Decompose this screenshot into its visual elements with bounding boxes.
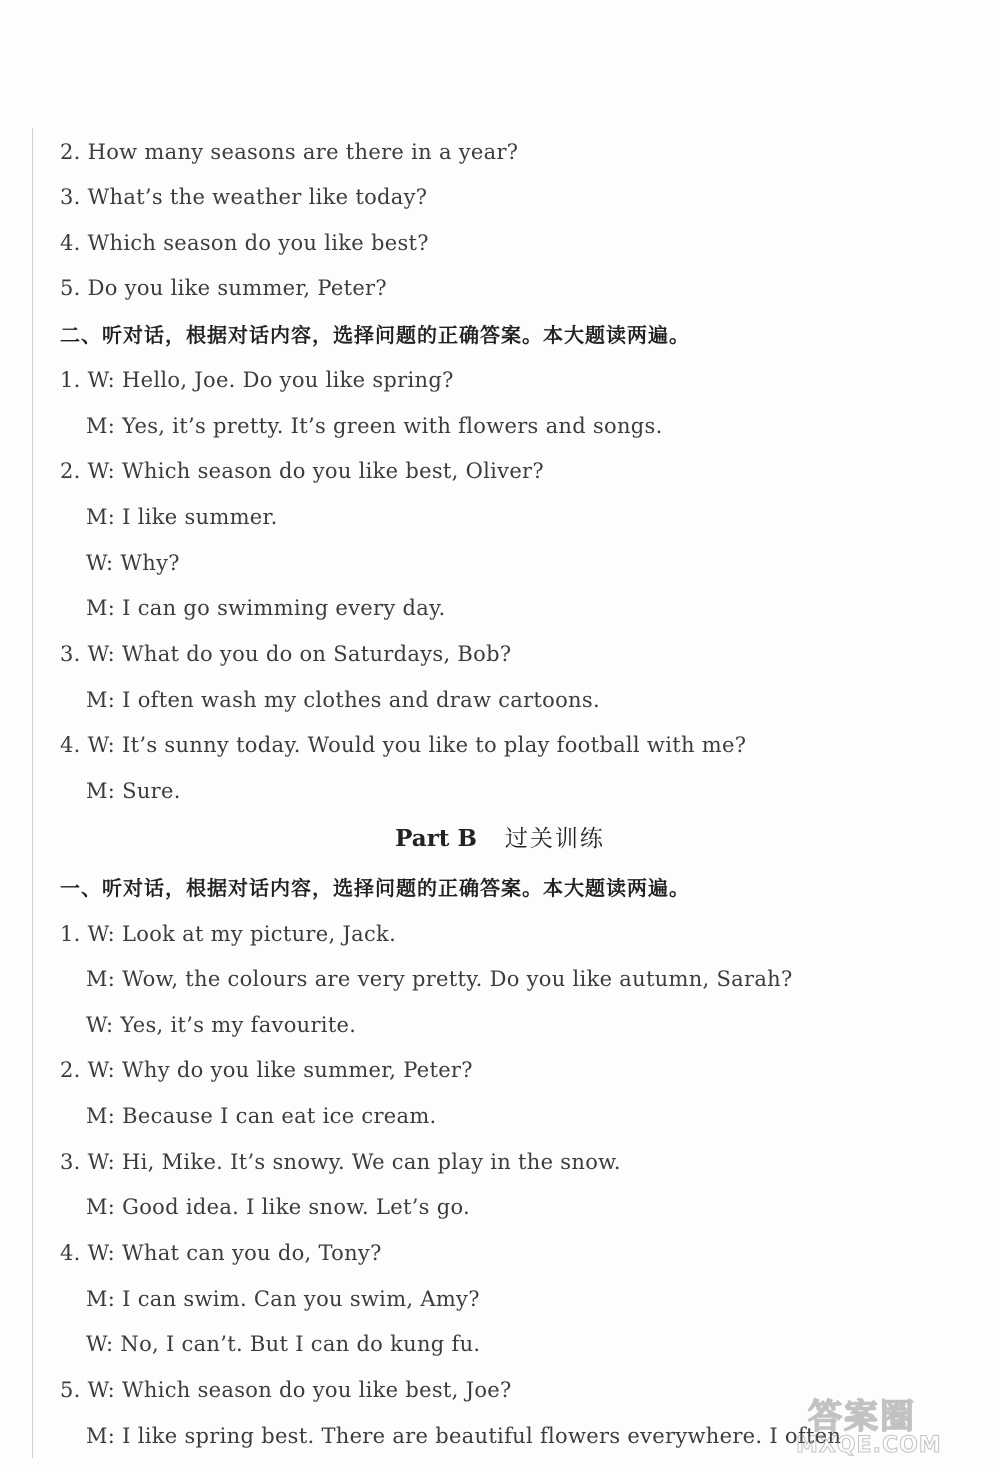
dialogue-line: 1. W: Look at my picture, Jack.	[60, 922, 397, 946]
watermark-bottom-text: MXQE.COM	[796, 1433, 942, 1458]
part-title-en: Part B	[395, 825, 477, 852]
dialogue-line: 2. W: Why do you like summer, Peter?	[60, 1058, 473, 1082]
dialogue-line: 3. W: Hi, Mike. It’s snowy. We can play in the snow.	[60, 1150, 621, 1174]
dialogue-line: M: I like summer.	[86, 505, 278, 529]
dialogue-line: M: I can go swimming every day.	[86, 596, 446, 620]
margin-rule	[32, 128, 33, 1458]
watermark-top-text: 答案圈	[808, 1397, 916, 1437]
part-title-zh: 过关训练	[504, 826, 605, 852]
dialogue-line: M: Good idea. I like snow. Let’s go.	[86, 1195, 471, 1219]
dialogue-line: 4. W: What can you do, Tony?	[60, 1241, 382, 1265]
dialogue-line: M: I like spring best. There are beautiful flowers everywhere. I often	[86, 1424, 842, 1448]
question-line: 4. Which season do you like best?	[60, 231, 429, 255]
dialogue-line: M: Because I can eat ice cream.	[86, 1104, 437, 1128]
part-title	[0, 824, 1000, 854]
question-line: 2. How many seasons are there in a year?	[60, 140, 519, 164]
dialogue-line: W: Yes, it’s my favourite.	[86, 1013, 357, 1037]
dialogue-line: W: Why?	[86, 551, 180, 575]
dialogue-line: 2. W: Which season do you like best, Oliver?	[60, 459, 544, 483]
watermark-logo	[794, 1389, 994, 1465]
question-line: 5. Do you like summer, Peter?	[60, 276, 387, 300]
question-line: 3. What’s the weather like today?	[60, 185, 428, 209]
dialogue-line: 5. W: Which season do you like best, Joe?	[60, 1378, 512, 1402]
dialogue-line: M: I can swim. Can you swim, Amy?	[86, 1287, 480, 1311]
dialogue-line: W: No, I can’t. But I can do kung fu.	[86, 1332, 481, 1356]
dialogue-line: M: Wow, the colours are very pretty. Do you like autumn, Sarah?	[86, 967, 793, 991]
dialogue-line: M: Sure.	[86, 779, 181, 803]
section-heading: 一、听对话，根据对话内容，选择问题的正确答案。本大题读两遍。	[60, 876, 690, 900]
dialogue-line: 1. W: Hello, Joe. Do you like spring?	[60, 368, 454, 392]
section-heading: 二、听对话，根据对话内容，选择问题的正确答案。本大题读两遍。	[60, 323, 690, 347]
dialogue-line: 4. W: It’s sunny today. Would you like to play football with me?	[60, 733, 747, 757]
dialogue-line: 3. W: What do you do on Saturdays, Bob?	[60, 642, 512, 666]
dialogue-line: M: Yes, it’s pretty. It’s green with flowers and songs.	[86, 414, 663, 438]
dialogue-line: M: I often wash my clothes and draw cartoons.	[86, 688, 600, 712]
